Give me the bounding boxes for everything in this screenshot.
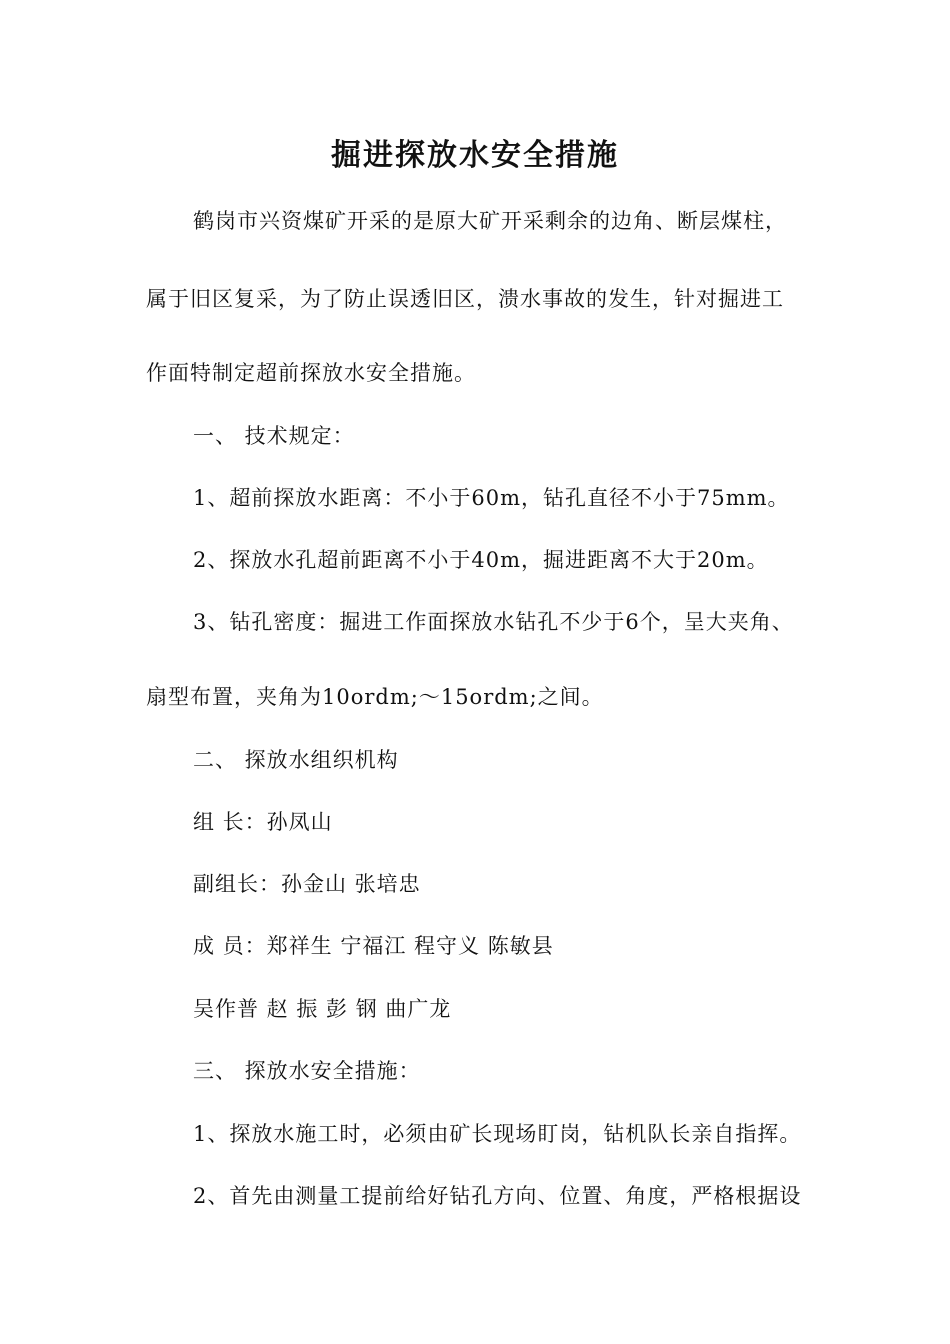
section1-heading: 一、 技术规定：	[193, 424, 355, 448]
org-leader: 组 长：孙凤山	[193, 810, 333, 834]
intro-line-3: 作面特制定超前探放水安全措施。	[146, 361, 476, 385]
section1-item-3-cont: 扇型布置，夹角为10ordm;～15ordm;之间。	[146, 685, 604, 709]
section3-item-1: 1、探放水施工时，必须由矿长现场盯岗，钻机队长亲自指挥。	[193, 1122, 802, 1146]
org-deputy: 副组长：孙金山 张培忠	[193, 872, 421, 896]
document-title: 掘进探放水安全措施	[331, 138, 619, 173]
section3-heading: 三、 探放水安全措施：	[193, 1059, 421, 1083]
org-members-cont: 吴作普 赵 振 彭 钢 曲广龙	[193, 997, 452, 1021]
org-members: 成 员：郑祥生 宁福江 程守义 陈敏县	[193, 934, 554, 958]
section1-item-2: 2、探放水孔超前距离不小于40m，掘进距离不大于20m。	[193, 548, 769, 572]
section1-item-3: 3、钻孔密度：掘进工作面探放水钻孔不少于6个，呈大夹角、	[193, 610, 794, 634]
section2-heading: 二、 探放水组织机构	[193, 748, 399, 772]
section1-item-1: 1、超前探放水距离：不小于60m，钻孔直径不小于75mm。	[193, 486, 790, 510]
intro-line-2: 属于旧区复采，为了防止误透旧区，溃水事故的发生，针对掘进工	[146, 287, 784, 311]
intro-line-1: 鹤岗市兴资煤矿开采的是原大矿开采剩余的边角、断层煤柱，	[193, 209, 787, 233]
section3-item-2: 2、首先由测量工提前给好钻孔方向、位置、角度，严格根据设	[193, 1184, 802, 1208]
